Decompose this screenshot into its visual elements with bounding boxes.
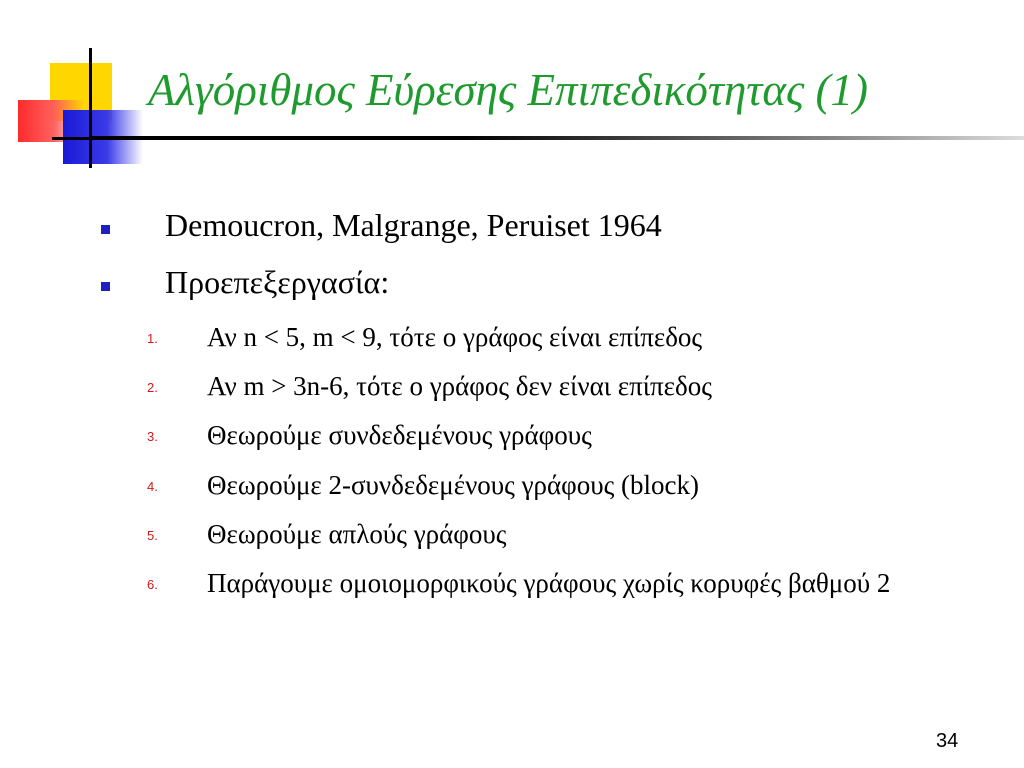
slide-content	[95, 205, 995, 613]
square-bullet-icon	[101, 225, 110, 234]
numbered-list-item	[95, 564, 995, 603]
list-item-text: Θεωρούμε συνδεδεμένους γράφους	[207, 420, 592, 451]
list-item-text: Παράγουμε ομοιομορφικούς γράφους χωρίς κορυφές βαθμού 2	[207, 567, 891, 598]
title-underline-rule	[91, 136, 1024, 140]
slide-logo-decoration	[0, 0, 150, 175]
numbered-list-item	[95, 318, 995, 357]
list-number: 3.	[147, 429, 158, 445]
list-number: 4.	[147, 478, 158, 494]
list-item-text: Θεωρούμε 2-συνδεδεμένους γράφους (block)	[207, 469, 699, 500]
list-number: 5.	[147, 527, 158, 543]
list-number: 6.	[147, 576, 158, 592]
numbered-list-item	[95, 515, 995, 554]
numbered-list-item	[95, 416, 995, 455]
bullet-item	[95, 205, 995, 247]
list-number: 1.	[147, 331, 158, 347]
numbered-list-item	[95, 466, 995, 505]
numbered-list-item	[95, 367, 995, 406]
logo-vertical-line	[89, 48, 92, 168]
bullet-text: Προεπεξεργασία:	[165, 263, 390, 300]
list-item-text: Θεωρούμε απλούς γράφους	[207, 518, 507, 549]
page-number: 34	[936, 730, 959, 752]
list-number: 2.	[147, 380, 158, 396]
slide-title: Αλγόριθμος Εύρεσης Επιπεδικότητας (1)	[148, 65, 868, 115]
square-bullet-icon	[101, 282, 110, 291]
numbered-list	[95, 318, 995, 603]
list-item-text: Αν n < 5, m < 9, τότε ο γράφος είναι επίπεδος	[207, 322, 703, 353]
bullet-text: Demoucron, Malgrange, Peruiset 1964	[165, 207, 662, 243]
list-item-text: Αν m > 3n-6, τότε ο γράφος δεν είναι επίπεδος	[207, 371, 712, 402]
bullet-item	[95, 262, 995, 304]
